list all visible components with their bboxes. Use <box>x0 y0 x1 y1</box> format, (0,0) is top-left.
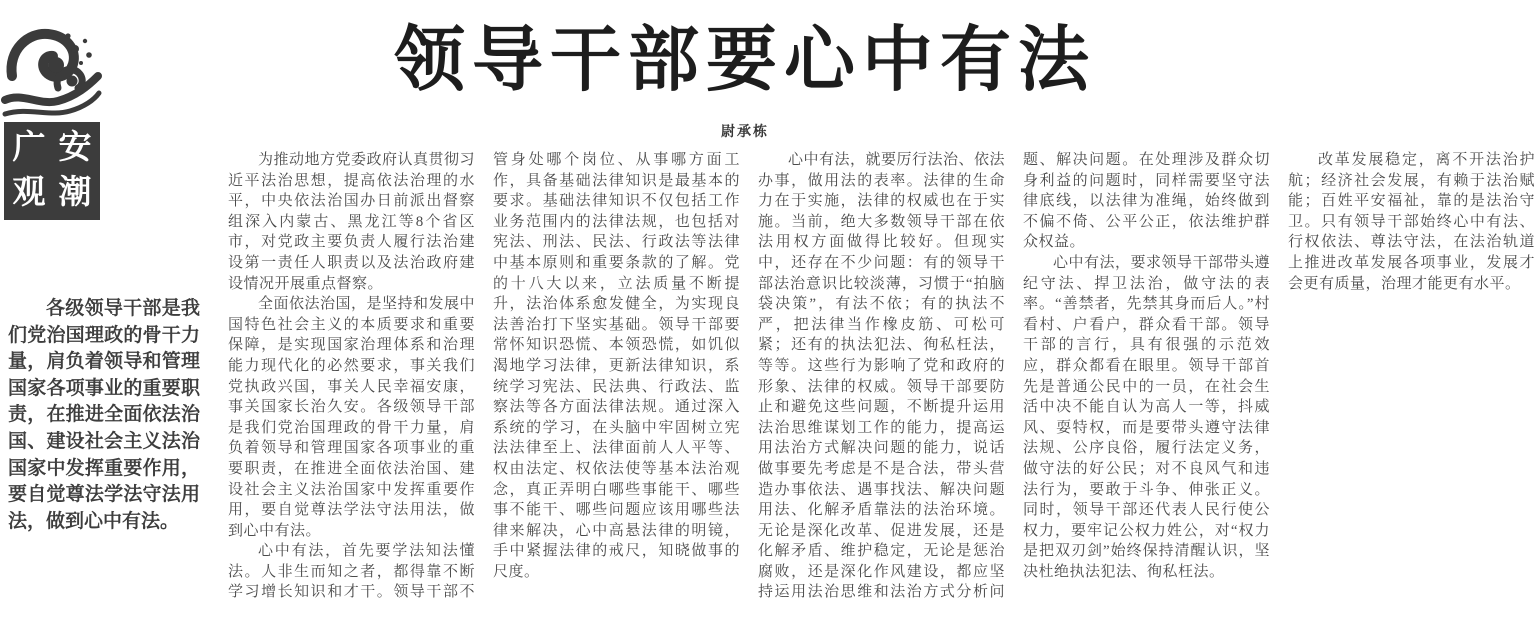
article-paragraph: 心中有法，首先要学法知法懂法。人非生而知之者，都得靠不断学习增长知识和才干。领导干部不管身处哪个岗位、从事哪方面工作，具备基础法律知识是最基本的要求。基础法律知识不仅包括工作业务范围内的法律法规，也包括对宪法、刑法、民法、行政法等法律中基本原则和重要条款的了解。党的十八大以来，立法质量不断提升，法治体系愈发健全，为实现良法善治打下坚实基础。领导干部要常怀知识恐慌、本领恐慌，如饥似渴地学习法律，更新法律知识，系统学习宪法、民法典、行政法、监察法等各方面法律法规。通过深入系统的学习，在头脑中牢固树立宪法法律至上、法律面前人人平等、权由法定、权依法使等基本法治观念，真正弄明白哪些事能干、哪些事不能干、哪些问题应该用哪些法律来解决，心中高悬法律的明镜，手中紧握法律的戒尺，知晓做事的尺度。 <box>228 152 740 601</box>
article-paragraph: 改革发展稳定，离不开法治护航；经济社会发展，有赖于法治赋能；百姓平安福祉，靠的是法治守卫。只有领导干部始终心中有法、行权依法、尊法守法，在法治轨道上推进改革发展各项事业，发展才会更有质量，治理才能更有水平。 <box>1288 152 1535 292</box>
article-author: 尉承栋 <box>721 125 769 140</box>
column-head-box <box>4 122 100 220</box>
lead-paragraph: 各级领导干部是我们党治国理政的骨干力量，肩负着领导和管理国家各项事业的重要职责，在推进全面依法治国、建设社会主义法治国家中发挥重要作用，要自觉尊法学法守法用法，做到心中有法。 <box>8 298 200 532</box>
article-paragraph: 全面依法治国，是坚持和发展中国特色社会主义的本质要求和重要保障，是实现国家治理体系和治理能力现代化的必然要求，事关我们党执政兴国，事关人民幸福安康，事关国家长治久安。各级领导干部是我们党治国理政的骨干力量，肩负着领导和管理国家各项事业的重要职责，在推进全面依法治国、建设社会主义法治国家中发挥重要作用，要自觉尊法学法守法用法，做到心中有法。 <box>228 296 476 539</box>
article-title: 领导干部要心中有法 <box>393 22 1096 100</box>
article-paragraph: 为推动地方党委政府认真贯彻习近平法治思想，提高依法治理的水平，中央依法治国办日前派出督察组深入内蒙古、黑龙江等8个省区市，对党政主要负责人履行法治建设第一责任人职责以及法治政府建设情况开展重点督察。 <box>228 152 476 292</box>
column-head-char: 观 <box>12 175 46 211</box>
column-head-char: 潮 <box>58 175 92 211</box>
column-head-char: 安 <box>58 130 92 166</box>
wave-crest-icon <box>4 24 100 118</box>
article-paragraph: 心中有法，要求领导干部带头遵纪守法、捍卫法治，做守法的表率。“善禁者，先禁其身而后人。”村看村、户看户，群众看干部。领导干部的言行，具有很强的示范效应，群众都看在眼里。领导干部首先是普通公民中的一员，在社会生活中决不能自认为高人一等，抖威风、耍特权，而是要带头遵守法律法规、公序良俗，履行法定义务，做守法的好公民；对不良风气和违法行为，要敢于斗争、伸张正义。同时，领导干部还代表人民行使公权力，要牢记公权力姓公，对“权力是把双刃剑”始终保持清醒认识，坚决杜绝执法犯法、徇私枉法。 <box>1023 254 1271 580</box>
article-paragraph: 心中有法，就要厉行法治、依法办事，做用法的表率。法律的生命力在于实施，法律的权威也在于实施。当前，绝大多数领导干部在依法用权方面做得比较好。但现实中，还存在不少问题：有的领导干部法治意识比较淡薄，习惯于“拍脑袋决策”，有法不依；有的执法不严，把法律当作橡皮筋、可松可紧；还有的执法犯法、徇私枉法，等等。这些行为影响了党和政府的形象、法律的权威。领导干部要防止和避免这些问题，不断提升运用法治思维谋划工作的能力，提高运用法治方式解决问题的能力，说话做事要先考虑是不是合法，带头营造办事依法、遇事找法、解决问题用法、化解矛盾靠法的法治环境。无论是深化改革、促进发展，还是化解矛盾、维护稳定，无论是惩治腐败，还是深化作风建设，都应坚持运用法治思维和法治方式分析问题、解决问题。在处理涉及群众切身利益的问题时，同样需要坚守法律底线，以法律为准绳，始终做到不偏不倚、公平公正，依法维护群众权益。 <box>758 152 1270 601</box>
article-body <box>228 150 1535 608</box>
column-head-char: 广 <box>12 130 46 166</box>
